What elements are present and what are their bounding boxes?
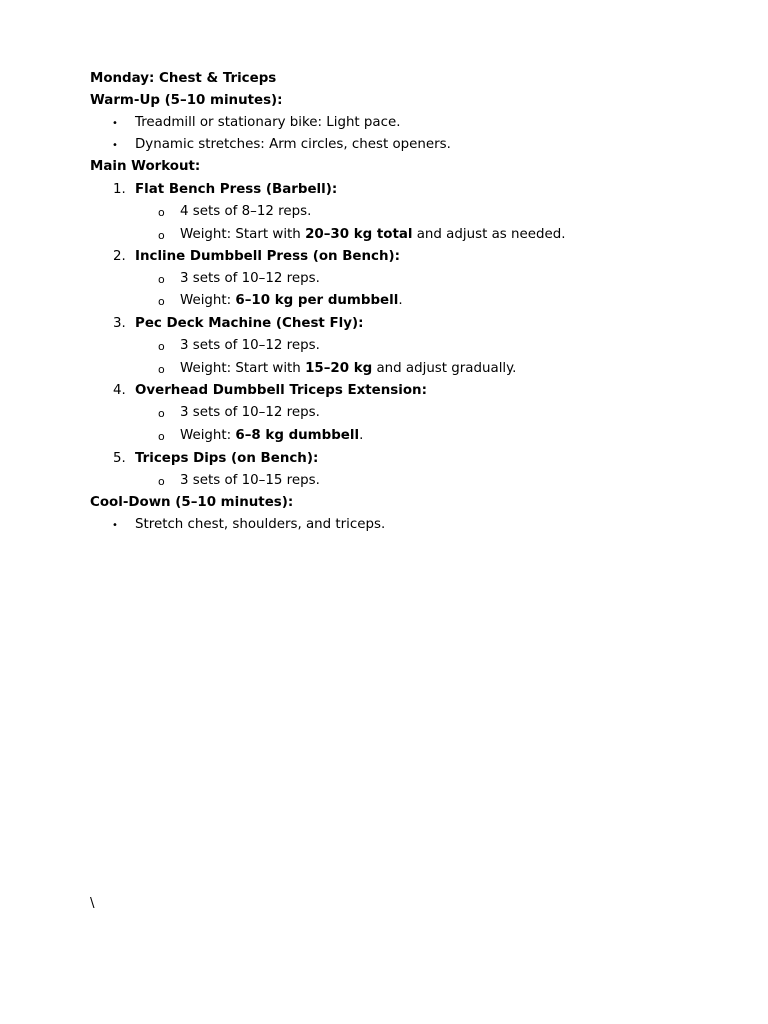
sub-bullet-marker: o: [158, 206, 165, 219]
sub-bullet-marker: o: [158, 273, 165, 286]
exercise-number: 4.: [113, 383, 126, 398]
cooldown-item: Stretch chest, shoulders, and triceps.: [135, 517, 386, 532]
bullet-marker: •: [112, 118, 118, 129]
exercise-sets: 4 sets of 8–12 reps.: [180, 204, 312, 219]
weight-text: .: [398, 293, 403, 308]
weight-value: 15–20 kg: [305, 361, 373, 376]
bullet-marker: •: [112, 140, 118, 151]
bullet-marker: •: [112, 520, 118, 531]
stray-character: \: [90, 896, 95, 911]
exercise-number: 5.: [113, 451, 126, 466]
weight-text: Weight: Start with: [180, 361, 306, 376]
exercise-weight: [180, 427, 363, 445]
page-title: Monday: Chest & Triceps: [90, 71, 277, 86]
weight-text: and adjust as needed.: [412, 227, 566, 242]
exercise-sets: 3 sets of 10–12 reps.: [180, 338, 320, 353]
exercise-number: 1.: [113, 182, 126, 197]
weight-text: and adjust gradually.: [372, 361, 517, 376]
exercise-name: Overhead Dumbbell Triceps Extension:: [135, 383, 427, 398]
sub-bullet-marker: o: [158, 340, 165, 353]
weight-value: 20–30 kg total: [305, 227, 413, 242]
warmup-item: Treadmill or stationary bike: Light pace.: [135, 115, 401, 130]
sub-bullet-marker: o: [158, 363, 165, 376]
weight-value: 6–10 kg per dumbbell: [235, 293, 399, 308]
exercise-name: Pec Deck Machine (Chest Fly):: [135, 316, 364, 331]
main-workout-heading: Main Workout:: [90, 159, 201, 174]
exercise-sets: 3 sets of 10–12 reps.: [180, 405, 320, 420]
weight-text: Weight: Start with: [180, 227, 306, 242]
exercise-number: 3.: [113, 316, 126, 331]
weight-text: Weight:: [180, 428, 236, 443]
exercise-name: Flat Bench Press (Barbell):: [135, 182, 338, 197]
warmup-item: Dynamic stretches: Arm circles, chest openers.: [135, 137, 451, 152]
weight-value: 6–8 kg dumbbell: [235, 428, 360, 443]
exercise-weight: [180, 292, 403, 310]
exercise-name: Triceps Dips (on Bench):: [135, 451, 319, 466]
warmup-heading: Warm-Up (5–10 minutes):: [90, 93, 283, 108]
exercise-weight: [180, 360, 516, 378]
exercise-number: 2.: [113, 249, 126, 264]
sub-bullet-marker: o: [158, 295, 165, 308]
sub-bullet-marker: o: [158, 407, 165, 420]
weight-text: Weight:: [180, 293, 236, 308]
sub-bullet-marker: o: [158, 475, 165, 488]
exercise-sets: 3 sets of 10–12 reps.: [180, 271, 320, 286]
exercise-weight: [180, 226, 565, 244]
weight-text: .: [359, 428, 364, 443]
sub-bullet-marker: o: [158, 229, 165, 242]
exercise-sets: 3 sets of 10–15 reps.: [180, 473, 320, 488]
cooldown-heading: Cool-Down (5–10 minutes):: [90, 495, 294, 510]
sub-bullet-marker: o: [158, 430, 165, 443]
exercise-name: Incline Dumbbell Press (on Bench):: [135, 249, 400, 264]
